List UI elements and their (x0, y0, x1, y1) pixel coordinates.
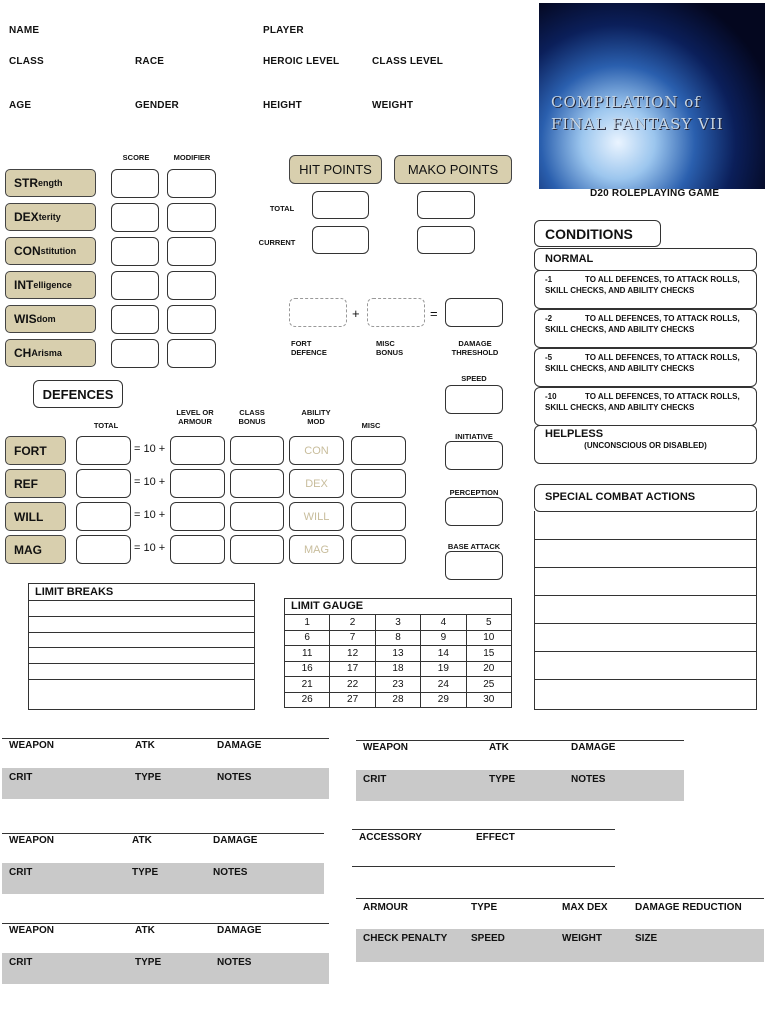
gauge-cell[interactable]: 8 (375, 630, 420, 646)
gauge-cell[interactable]: 1 (285, 615, 330, 631)
size-label: SIZE (635, 933, 658, 944)
weapon-top-line (2, 923, 329, 924)
ability-score-field[interactable] (111, 203, 159, 232)
ability-score-field[interactable] (111, 169, 159, 198)
ability-score-field[interactable] (111, 339, 159, 368)
limit-gauge-title: LIMIT GAUGE (284, 598, 512, 615)
ability-ch (5, 339, 96, 367)
gauge-cell[interactable]: 23 (375, 677, 420, 693)
ability-rest: terity (38, 212, 61, 222)
equals-sign: = (430, 306, 438, 321)
notes-label: NOTES (217, 957, 252, 968)
type-label: TYPE (135, 772, 162, 783)
misc-bonus-field[interactable] (367, 298, 425, 327)
special-combat-actions-title: SPECIAL COMBAT ACTIONS (534, 484, 757, 512)
defence-ref: REF (5, 469, 66, 498)
defences-total-header: TOTAL (93, 421, 119, 430)
gauge-cell[interactable]: 9 (421, 630, 466, 646)
atk-label: ATK (135, 740, 155, 751)
defence-misc-field[interactable] (351, 535, 406, 564)
logo-line2: FINAL FANTASY VII (551, 115, 724, 133)
defence-ability-field[interactable]: DEX (289, 469, 344, 498)
gauge-cell[interactable]: 6 (285, 630, 330, 646)
ability-rest: elligence (33, 280, 72, 290)
sca-frame (534, 511, 757, 710)
condition-text2: SKILL CHECKS, AND ABILITY CHECKS (545, 286, 695, 295)
ability-con (5, 237, 96, 265)
gauge-cell[interactable]: 2 (330, 615, 375, 631)
defences-class-header: CLASS BONUS (238, 408, 266, 426)
initiative-label: INITIATIVE (455, 432, 493, 441)
gauge-cell[interactable]: 19 (421, 661, 466, 677)
gauge-cell[interactable]: 26 (285, 692, 330, 708)
gauge-cell[interactable]: 20 (466, 661, 511, 677)
crit-label: CRIT (9, 772, 33, 783)
base-attack-field[interactable] (445, 551, 503, 580)
gauge-cell[interactable]: 11 (285, 646, 330, 662)
class-label: CLASS (9, 56, 44, 67)
weapon-label: WEAPON (363, 742, 408, 753)
limit-gauge-table (284, 614, 512, 708)
damage-label: DAMAGE (213, 835, 258, 846)
ability-rest: stitution (40, 246, 77, 256)
gauge-cell[interactable]: 21 (285, 677, 330, 693)
ability-wis (5, 305, 96, 333)
weapon-crit-band[interactable] (2, 768, 329, 799)
perception-label: PERCEPTION (449, 488, 499, 497)
logo-caption: D20 ROLEPLAYING GAME (590, 188, 720, 199)
defence-level-field[interactable] (170, 502, 225, 531)
defence-level-field[interactable] (170, 469, 225, 498)
mako-current-field[interactable] (417, 226, 475, 254)
defence-misc-field[interactable] (351, 436, 406, 465)
ability-rest: Arisma (31, 348, 62, 358)
gauge-cell[interactable]: 30 (466, 692, 511, 708)
crit-label: CRIT (9, 867, 33, 878)
defence-misc-field[interactable] (351, 502, 406, 531)
damage-label: DAMAGE (217, 740, 262, 751)
base-attack-label: BASE ATTACK (447, 542, 501, 551)
defences-level-header: LEVEL OR ARMOUR (176, 408, 214, 426)
speed-label: SPEED (461, 374, 487, 383)
sca-line[interactable] (534, 595, 757, 596)
gauge-row (285, 615, 512, 631)
heroic-level-label: HEROIC LEVEL (263, 56, 340, 67)
defence-level-field[interactable] (170, 535, 225, 564)
hp-total-field[interactable] (312, 191, 369, 219)
gauge-cell[interactable]: 4 (421, 615, 466, 631)
sca-line[interactable] (534, 651, 757, 652)
sca-line[interactable] (534, 567, 757, 568)
condition-row (545, 274, 746, 285)
defence-eq: = 10 + (134, 443, 166, 455)
limit-break-line[interactable] (28, 679, 255, 680)
fort-defence-label: FORT DEFENCE (291, 339, 327, 357)
damage-label: DAMAGE (571, 742, 616, 753)
notes-label: NOTES (571, 774, 606, 785)
ability-score-field[interactable] (111, 305, 159, 334)
ability-abbr: STR (14, 176, 38, 190)
gauge-cell[interactable]: 3 (375, 615, 420, 631)
age-label: AGE (9, 100, 32, 111)
armour-type-label: TYPE (471, 902, 498, 913)
ability-abbr: CH (14, 346, 32, 360)
defence-total-field[interactable] (76, 502, 131, 531)
gauge-cell[interactable]: 17 (330, 661, 375, 677)
ability-modifier-field[interactable] (167, 169, 216, 198)
condition-row (545, 391, 746, 402)
defences-misc-header: MISC (361, 421, 381, 430)
defence-total-field[interactable] (76, 436, 131, 465)
gauge-cell[interactable]: 18 (375, 661, 420, 677)
ability-score-field[interactable] (111, 271, 159, 300)
weapon-crit-band[interactable] (2, 863, 324, 894)
defence-eq: = 10 + (134, 476, 166, 488)
defence-class-field[interactable] (230, 502, 284, 531)
damage-label: DAMAGE (217, 925, 262, 936)
ability-score-field[interactable] (111, 237, 159, 266)
mako-points-header: MAKO POINTS (394, 155, 512, 184)
condition-normal[interactable]: NORMAL (534, 248, 757, 271)
current-label: CURRENT (258, 238, 296, 247)
weight-label: WEIGHT (372, 100, 414, 111)
condition-helpless[interactable] (534, 425, 757, 464)
defence-class-field[interactable] (230, 469, 284, 498)
armour-weight-label: WEIGHT (562, 933, 602, 944)
condition-mod: -10 (545, 392, 557, 401)
type-label: TYPE (132, 867, 159, 878)
damage-threshold-field[interactable] (445, 298, 503, 327)
gauge-cell[interactable]: 10 (466, 630, 511, 646)
max-dex-label: MAX DEX (562, 902, 608, 913)
conditions-title: CONDITIONS (534, 220, 661, 247)
hp-current-field[interactable] (312, 226, 369, 254)
defence-class-field[interactable] (230, 436, 284, 465)
ability-modifier-field[interactable] (167, 237, 216, 266)
defences-ability-header: ABILITY MOD (301, 408, 331, 426)
player-label: PLAYER (263, 25, 304, 36)
gauge-cell[interactable]: 15 (466, 646, 511, 662)
ability-str (5, 169, 96, 197)
condition-step[interactable] (534, 387, 757, 426)
helpless-label: HELPLESS (545, 428, 604, 440)
condition-text: TO ALL DEFENCES, TO ATTACK ROLLS, (585, 314, 740, 323)
gauge-cell[interactable]: 12 (330, 646, 375, 662)
ability-dex (5, 203, 96, 231)
gauge-row (285, 630, 512, 646)
logo-line1: COMPILATION of (551, 93, 701, 111)
notes-label: NOTES (213, 867, 248, 878)
defence-ability-field[interactable]: CON (289, 436, 344, 465)
defence-level-field[interactable] (170, 436, 225, 465)
limit-break-line[interactable] (28, 600, 255, 601)
gender-label: GENDER (135, 100, 179, 111)
defences-title: DEFENCES (33, 380, 123, 408)
gauge-cell[interactable]: 16 (285, 661, 330, 677)
crit-label: CRIT (9, 957, 33, 968)
defence-ability-field[interactable]: MAG (289, 535, 344, 564)
gauge-cell[interactable]: 14 (421, 646, 466, 662)
weapon-crit-band[interactable] (2, 953, 329, 984)
condition-step[interactable] (534, 309, 757, 348)
defence-mag: MAG (5, 535, 66, 564)
limit-breaks-title: LIMIT BREAKS (35, 586, 114, 598)
defence-misc-field[interactable] (351, 469, 406, 498)
condition-row (545, 352, 746, 363)
gauge-cell[interactable]: 24 (421, 677, 466, 693)
limit-break-line[interactable] (28, 616, 255, 617)
defence-eq: = 10 + (134, 509, 166, 521)
ability-rest: dom (36, 314, 56, 324)
weapon-crit-band[interactable] (356, 770, 684, 801)
gauge-row (285, 677, 512, 693)
mako-total-field[interactable] (417, 191, 475, 219)
condition-step[interactable] (534, 270, 757, 309)
crit-label: CRIT (363, 774, 387, 785)
perception-field[interactable] (445, 497, 503, 526)
plus-sign: + (352, 306, 360, 321)
damage-reduction-label: DAMAGE REDUCTION (635, 902, 742, 913)
weapon-top-line (2, 738, 329, 739)
condition-row (545, 313, 746, 324)
gauge-cell[interactable]: 5 (466, 615, 511, 631)
gauge-cell[interactable]: 25 (466, 677, 511, 693)
gauge-row (285, 646, 512, 662)
misc-bonus-label: MISC BONUS (376, 339, 404, 357)
damage-threshold-label: DAMAGE THRESHOLD (451, 339, 499, 357)
accessory-top-line (352, 829, 615, 830)
accessory-label: ACCESSORY (359, 832, 422, 843)
race-label: RACE (135, 56, 165, 67)
ability-rest: ength (38, 178, 63, 188)
defence-ability-field[interactable]: WILL (289, 502, 344, 531)
height-label: HEIGHT (263, 100, 302, 111)
weapon-top-line (2, 833, 324, 834)
gauge-cell[interactable]: 27 (330, 692, 375, 708)
ability-modifier-field[interactable] (167, 339, 216, 368)
defence-fort: FORT (5, 436, 66, 465)
sca-line[interactable] (534, 623, 757, 624)
armour-top-line (356, 898, 764, 899)
speed-field[interactable] (445, 385, 503, 414)
gauge-cell[interactable]: 29 (421, 692, 466, 708)
type-label: TYPE (135, 957, 162, 968)
condition-text2: SKILL CHECKS, AND ABILITY CHECKS (545, 403, 695, 412)
ability-int (5, 271, 96, 299)
weapon-top-line (356, 740, 684, 741)
ability-modifier-field[interactable] (167, 271, 216, 300)
weapon-label: WEAPON (9, 740, 54, 751)
initiative-field[interactable] (445, 441, 503, 470)
atk-label: ATK (135, 925, 155, 936)
limit-break-line[interactable] (28, 647, 255, 648)
modifier-header: MODIFIER (173, 153, 211, 162)
game-logo (539, 3, 765, 189)
defence-total-field[interactable] (76, 469, 131, 498)
gauge-row (285, 661, 512, 677)
gauge-cell[interactable]: 7 (330, 630, 375, 646)
limit-break-line[interactable] (28, 663, 255, 664)
condition-step[interactable] (534, 348, 757, 387)
class-level-label: CLASS LEVEL (372, 56, 444, 67)
helpless-note: (UNCONSCIOUS OR DISABLED) (584, 441, 707, 450)
effect-label: EFFECT (476, 832, 515, 843)
defence-total-field[interactable] (76, 535, 131, 564)
ability-modifier-field[interactable] (167, 305, 216, 334)
defence-will: WILL (5, 502, 66, 531)
condition-mod: -1 (545, 275, 553, 284)
gauge-row (285, 692, 512, 708)
fort-defence-field[interactable] (289, 298, 347, 327)
sca-line[interactable] (534, 679, 757, 680)
name-label: NAME (9, 25, 40, 36)
armour-speed-label: SPEED (471, 933, 505, 944)
condition-text2: SKILL CHECKS, AND ABILITY CHECKS (545, 325, 695, 334)
condition-text: TO ALL DEFENCES, TO ATTACK ROLLS, (585, 353, 740, 362)
atk-label: ATK (132, 835, 152, 846)
sca-line[interactable] (534, 539, 757, 540)
defence-eq: = 10 + (134, 542, 166, 554)
armour-label: ARMOUR (363, 902, 408, 913)
ability-abbr: DEX (14, 210, 39, 224)
ability-abbr: INT (14, 278, 34, 292)
weapon-label: WEAPON (9, 835, 54, 846)
hit-points-header: HIT POINTS (289, 155, 382, 184)
type-label: TYPE (489, 774, 516, 785)
score-header: SCORE (122, 153, 150, 162)
ability-modifier-field[interactable] (167, 203, 216, 232)
accessory-bottom-line[interactable] (352, 866, 615, 867)
notes-label: NOTES (217, 772, 252, 783)
gauge-cell[interactable]: 22 (330, 677, 375, 693)
weapon-label: WEAPON (9, 925, 54, 936)
check-penalty-label: CHECK PENALTY (363, 933, 448, 944)
total-label: TOTAL (269, 204, 295, 213)
condition-text: TO ALL DEFENCES, TO ATTACK ROLLS, (585, 392, 740, 401)
ability-abbr: CON (14, 244, 41, 258)
gauge-cell[interactable]: 13 (375, 646, 420, 662)
ability-abbr: WIS (14, 312, 37, 326)
condition-text2: SKILL CHECKS, AND ABILITY CHECKS (545, 364, 695, 373)
limit-break-line[interactable] (28, 632, 255, 633)
condition-text: TO ALL DEFENCES, TO ATTACK ROLLS, (585, 275, 740, 284)
defence-class-field[interactable] (230, 535, 284, 564)
atk-label: ATK (489, 742, 509, 753)
condition-mod: -2 (545, 314, 553, 323)
condition-mod: -5 (545, 353, 553, 362)
gauge-cell[interactable]: 28 (375, 692, 420, 708)
